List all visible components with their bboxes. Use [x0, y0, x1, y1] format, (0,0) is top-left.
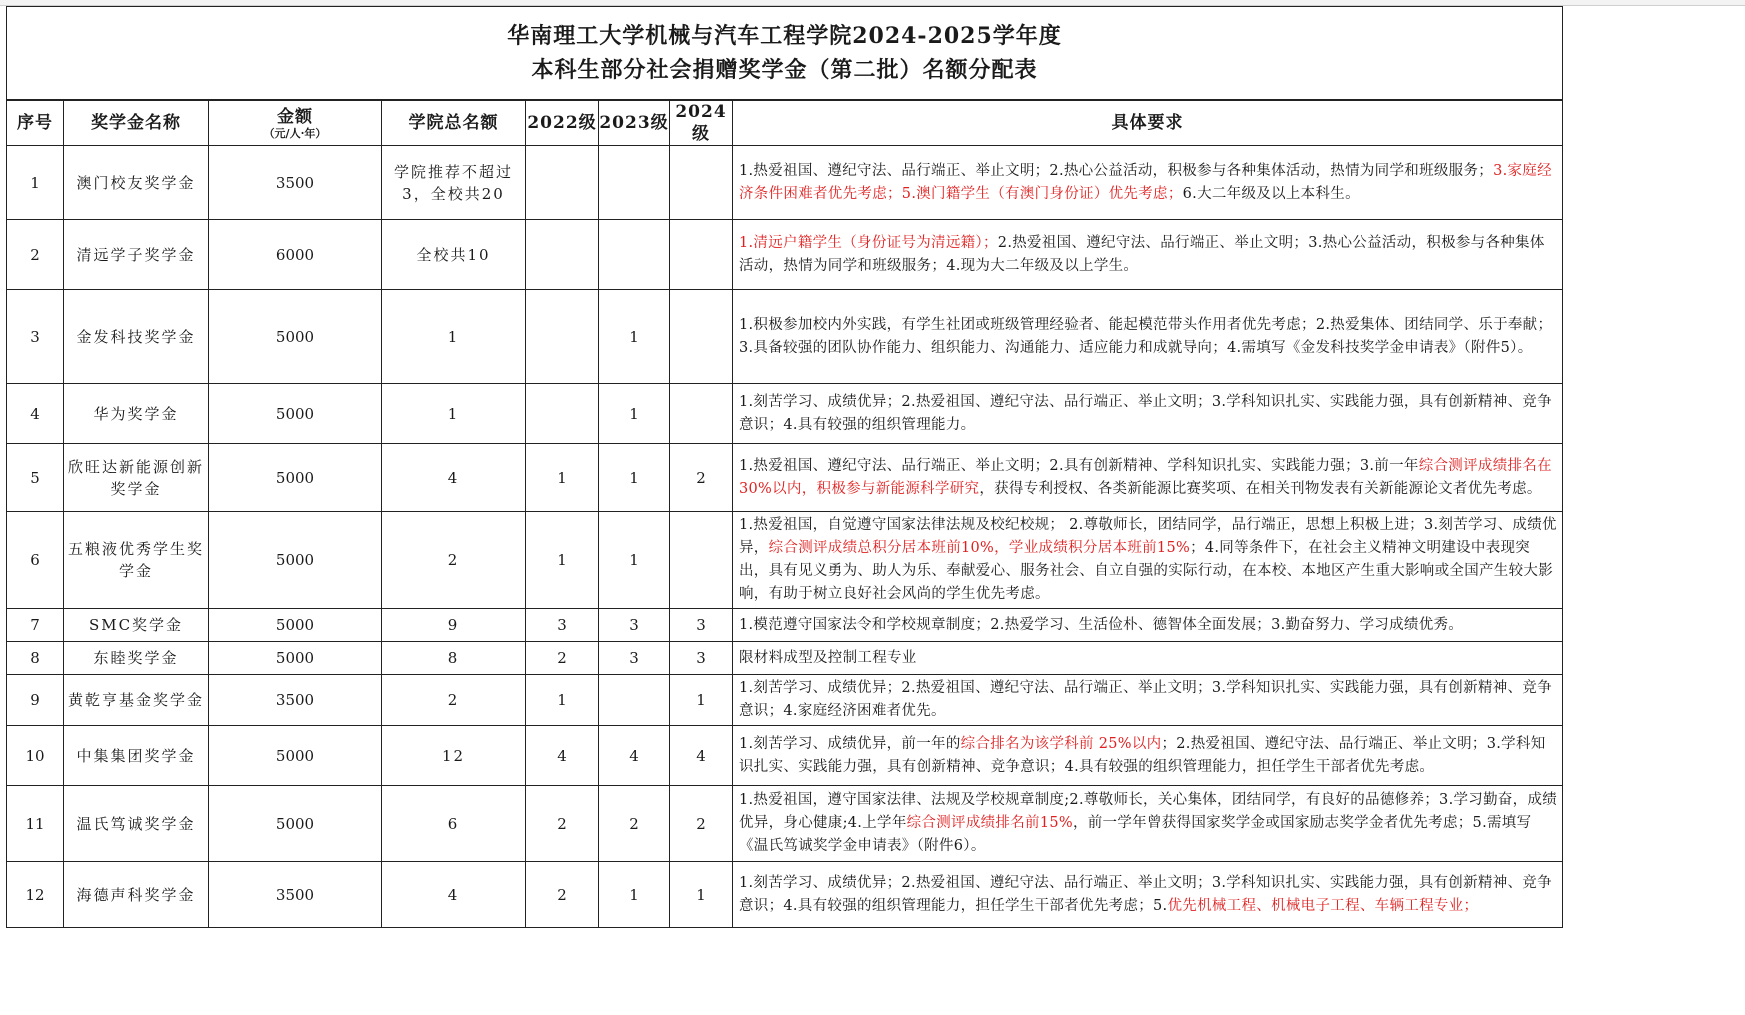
cell-name[interactable]: 清远学子奖学金: [64, 220, 209, 290]
cell-index[interactable]: 8: [7, 642, 64, 675]
header-total[interactable]: 学院总名额: [382, 100, 526, 146]
cell-requirements[interactable]: [733, 146, 1563, 220]
cell-requirements[interactable]: [733, 512, 1563, 609]
cell-total[interactable]: 8: [382, 642, 526, 675]
header-2024[interactable]: 2024级: [670, 100, 733, 146]
cell-2022[interactable]: 4: [526, 726, 599, 786]
header-requirements[interactable]: 具体要求: [733, 100, 1563, 146]
requirement-highlight: 3.家庭经济条件困难者优先考虑；5.澳门籍学生（有澳门身份证）优先考虑；: [739, 162, 1552, 202]
cell-total[interactable]: 1: [382, 290, 526, 384]
requirement-highlight: 综合测评成绩总积分居本班前10%，学业成绩积分居本班前15%: [768, 540, 1191, 556]
title-line-1: 华南理工大学机械与汽车工程学院2024-2025学年度: [507, 23, 1062, 49]
cell-amount[interactable]: 5000: [209, 444, 382, 512]
cell-total[interactable]: 学院推荐不超过3，全校共20: [382, 146, 526, 220]
cell-requirements[interactable]: [733, 786, 1563, 862]
cell-2023[interactable]: 2: [599, 786, 670, 862]
requirement-text: 1.热爱祖国、遵纪守法、品行端正、举止文明；2.具有创新精神、学科知识扎实、实践能力强；3.前一年: [739, 457, 1419, 474]
cell-amount[interactable]: 6000: [209, 220, 382, 290]
cell-amount[interactable]: 5000: [209, 786, 382, 862]
cell-total[interactable]: 2: [382, 512, 526, 609]
cell-requirements[interactable]: [733, 290, 1563, 384]
table-row: [7, 444, 1563, 512]
table-row: [7, 512, 1563, 609]
cell-2022[interactable]: 1: [526, 444, 599, 512]
scholarship-sheet: [6, 6, 1563, 928]
table-row: [7, 146, 1563, 220]
table-row: [7, 609, 1563, 642]
header-2022[interactable]: 2022级: [526, 100, 599, 146]
requirement-text: 6.大二年级及以上本科生。: [1182, 185, 1360, 202]
cell-amount[interactable]: 5000: [209, 290, 382, 384]
requirement-text: 1.刻苦学习、成绩优异；2.热爱祖国、遵纪守法、品行端正、举止文明；3.学科知识扎实、实践能力强，具有创新精神、竞争意识；4.家庭经济困难者优先。: [739, 680, 1552, 719]
cell-index[interactable]: 10: [7, 726, 64, 786]
header-row: [7, 100, 1563, 146]
cell-2022[interactable]: 1: [526, 675, 599, 726]
cell-2024[interactable]: [670, 146, 733, 220]
cell-requirements[interactable]: [733, 862, 1563, 928]
requirement-text: 2.热爱祖国、遵纪守法、品行端正、举止文明；3.热心公益活动，积极参与各种集体活动，热情为同学和班级服务；4.现为大二年级及以上学生。: [739, 234, 1545, 274]
cell-index[interactable]: 4: [7, 384, 64, 444]
cell-2024[interactable]: 1: [670, 862, 733, 928]
requirement-text: ，前一学年曾获得国家奖学金或国家励志奖学金者优先考虑；5.需填写《温氏笃诚奖学金申请表》（附件6）。: [739, 815, 1532, 854]
cell-amount[interactable]: 3500: [209, 675, 382, 726]
cell-name[interactable]: SMC奖学金: [64, 609, 209, 642]
cell-2023[interactable]: 3: [599, 609, 670, 642]
sheet-title[interactable]: [7, 7, 1563, 101]
cell-2024[interactable]: 4: [670, 726, 733, 786]
requirement-text: ，获得专利授权、各类新能源比赛奖项、在相关刊物发表有关新能源论文者优先考虑。: [979, 480, 1542, 497]
cell-2022[interactable]: 2: [526, 642, 599, 675]
cell-total[interactable]: 4: [382, 862, 526, 928]
requirement-highlight: 1.清远户籍学生（身份证号为清远籍）；: [739, 234, 998, 251]
cell-name[interactable]: 欣旺达新能源创新奖学金: [64, 444, 209, 512]
cell-amount[interactable]: 5000: [209, 642, 382, 675]
cell-index[interactable]: 6: [7, 512, 64, 609]
requirement-text: 1.刻苦学习、成绩优异；2.热爱祖国、遵纪守法、品行端正、举止文明；3.学科知识扎实、实践能力强，具有创新精神、竞争意识；4.具有较强的组织管理能力。: [739, 393, 1552, 433]
requirement-text: ；4.同等条件下，在社会主义精神文明建设中表现突出，具有见义勇为、助人为乐、奉献爱心、服务社会、自立自强的实际行动，在本校、本地区产生重大影响或全国产生较大影响，有助于树立良好社会风尚的学生优先考虑。: [739, 540, 1553, 602]
cell-index[interactable]: 3: [7, 290, 64, 384]
cell-2023[interactable]: 1: [599, 384, 670, 444]
cell-2022[interactable]: [526, 146, 599, 220]
cell-requirements[interactable]: [733, 609, 1563, 642]
cell-name[interactable]: 五粮液优秀学生奖学金: [64, 512, 209, 609]
cell-2023[interactable]: [599, 146, 670, 220]
cell-index[interactable]: 9: [7, 675, 64, 726]
cell-requirements[interactable]: [733, 220, 1563, 290]
cell-index[interactable]: 7: [7, 609, 64, 642]
cell-requirements[interactable]: [733, 384, 1563, 444]
requirement-text: 1.热爱祖国，自觉遵守国家法律法规及校纪校规； 2.尊敬师长，团结同学，品行端正，思想上积极上进；3.刻苦学习、成绩优异，: [739, 517, 1557, 556]
cell-total[interactable]: 全校共10: [382, 220, 526, 290]
requirement-text: ；2.热爱祖国、遵纪守法、品行端正、举止文明；3.学科知识扎实、实践能力强，具有创新精神、竞争意识；4.具有较强的组织管理能力，担任学生干部者优先考虑。: [739, 735, 1546, 775]
cell-2022[interactable]: [526, 290, 599, 384]
cell-total[interactable]: 2: [382, 675, 526, 726]
cell-index[interactable]: 5: [7, 444, 64, 512]
cell-name[interactable]: 东睦奖学金: [64, 642, 209, 675]
requirement-text: 1.热爱祖国，遵守国家法律、法规及学校规章制度;2.尊敬师长，关心集体，团结同学，有良好的品德修养；3.学习勤奋，成绩优异，身心健康;4.上学年: [739, 792, 1558, 831]
header-amount[interactable]: [209, 100, 382, 146]
cell-amount[interactable]: 5000: [209, 726, 382, 786]
cell-name[interactable]: 中集集团奖学金: [64, 726, 209, 786]
cell-2022[interactable]: 2: [526, 786, 599, 862]
header-amount-unit: （元/人·年）: [263, 126, 327, 140]
table-row: [7, 290, 1563, 384]
cell-index[interactable]: 1: [7, 146, 64, 220]
cell-amount[interactable]: 5000: [209, 512, 382, 609]
cell-name[interactable]: 黄乾亨基金奖学金: [64, 675, 209, 726]
requirement-text: 1.刻苦学习、成绩优异，前一年的: [739, 735, 961, 752]
cell-2023[interactable]: 1: [599, 512, 670, 609]
cell-requirements[interactable]: [733, 726, 1563, 786]
cell-requirements[interactable]: [733, 444, 1563, 512]
cell-2023[interactable]: 1: [599, 290, 670, 384]
requirement-text: 1.模范遵守国家法令和学校规章制度；2.热爱学习、生活俭朴、德智体全面发展；3.勤奋努力、学习成绩优秀。: [739, 616, 1464, 633]
title-line-2: 本科生部分社会捐赠奖学金（第二批）名额分配表: [531, 57, 1038, 83]
cell-amount[interactable]: 5000: [209, 384, 382, 444]
cell-2022[interactable]: 3: [526, 609, 599, 642]
cell-name[interactable]: 澳门校友奖学金: [64, 146, 209, 220]
header-index[interactable]: 序号: [7, 100, 64, 146]
cell-amount[interactable]: 3500: [209, 862, 382, 928]
table-row: [7, 786, 1563, 862]
cell-requirements[interactable]: [733, 675, 1563, 726]
requirement-highlight: 综合测评成绩排名在30%以内，积极参与新能源科学研究: [739, 457, 1552, 497]
cell-2023[interactable]: 1: [599, 862, 670, 928]
cell-2023[interactable]: [599, 220, 670, 290]
cell-name[interactable]: 华为奖学金: [64, 384, 209, 444]
cell-2024[interactable]: 2: [670, 444, 733, 512]
cell-2023[interactable]: 1: [599, 444, 670, 512]
table-row: [7, 384, 1563, 444]
cell-total[interactable]: 1: [382, 384, 526, 444]
header-2023[interactable]: 2023级: [599, 100, 670, 146]
cell-2022[interactable]: [526, 384, 599, 444]
cell-2024[interactable]: [670, 384, 733, 444]
requirement-text: 1.积极参加校内外实践，有学生社团或班级管理经验者、能起模范带头作用者优先考虑；2.热爱集体、团结同学、乐于奉献；3.具备较强的团队协作能力、组织能力、沟通能力、适应能力和成就导向；4.需填写《金发科技奖学金申请表》（附件5）。: [739, 316, 1553, 356]
cell-2022[interactable]: 2: [526, 862, 599, 928]
cell-2024[interactable]: 2: [670, 786, 733, 862]
cell-2024[interactable]: 1: [670, 675, 733, 726]
table-row: [7, 675, 1563, 726]
cell-name[interactable]: 海德声科奖学金: [64, 862, 209, 928]
table-row: [7, 642, 1563, 675]
scholarship-table: [6, 6, 1563, 928]
cell-index[interactable]: 2: [7, 220, 64, 290]
header-amount-label: 金额: [277, 106, 313, 127]
cell-2023[interactable]: 3: [599, 642, 670, 675]
cell-2022[interactable]: [526, 220, 599, 290]
cell-total[interactable]: 4: [382, 444, 526, 512]
cell-2024[interactable]: 3: [670, 609, 733, 642]
cell-name[interactable]: 温氏笃诚奖学金: [64, 786, 209, 862]
cell-total[interactable]: 9: [382, 609, 526, 642]
requirement-highlight: 综合测评成绩排名前15%: [906, 815, 1073, 831]
cell-total[interactable]: 6: [382, 786, 526, 862]
cell-2024[interactable]: 3: [670, 642, 733, 675]
title-row: [7, 7, 1563, 101]
table-row: [7, 220, 1563, 290]
cell-name[interactable]: 金发科技奖学金: [64, 290, 209, 384]
cell-2024[interactable]: [670, 220, 733, 290]
cell-2022[interactable]: 1: [526, 512, 599, 609]
cell-index[interactable]: 12: [7, 862, 64, 928]
cell-amount[interactable]: 5000: [209, 609, 382, 642]
cell-total[interactable]: 12: [382, 726, 526, 786]
cell-2023[interactable]: [599, 675, 670, 726]
table-row: [7, 726, 1563, 786]
requirement-highlight: 优先机械工程、机械电子工程、车辆工程专业；: [1167, 897, 1479, 914]
requirement-text: 1.刻苦学习、成绩优异；2.热爱祖国、遵纪守法、品行端正、举止文明；3.学科知识扎实、实践能力强，具有创新精神、竞争意识；4.具有较强的组织管理能力，担任学生干部者优先考虑；5.: [739, 874, 1552, 914]
cell-amount[interactable]: 3500: [209, 146, 382, 220]
requirement-text: 1.热爱祖国、遵纪守法、品行端正、举止文明；2.热心公益活动，积极参与各种集体活动，热情为同学和班级服务；: [739, 162, 1494, 179]
cell-2024[interactable]: [670, 512, 733, 609]
table-row: [7, 862, 1563, 928]
cell-2024[interactable]: [670, 290, 733, 384]
cell-2023[interactable]: 4: [599, 726, 670, 786]
header-name[interactable]: 奖学金名称: [64, 100, 209, 146]
cell-requirements[interactable]: [733, 642, 1563, 675]
cell-index[interactable]: 11: [7, 786, 64, 862]
requirement-highlight: 综合排名为该学科前 25%以内: [960, 735, 1162, 752]
requirement-text: 限材料成型及控制工程专业: [739, 649, 917, 666]
